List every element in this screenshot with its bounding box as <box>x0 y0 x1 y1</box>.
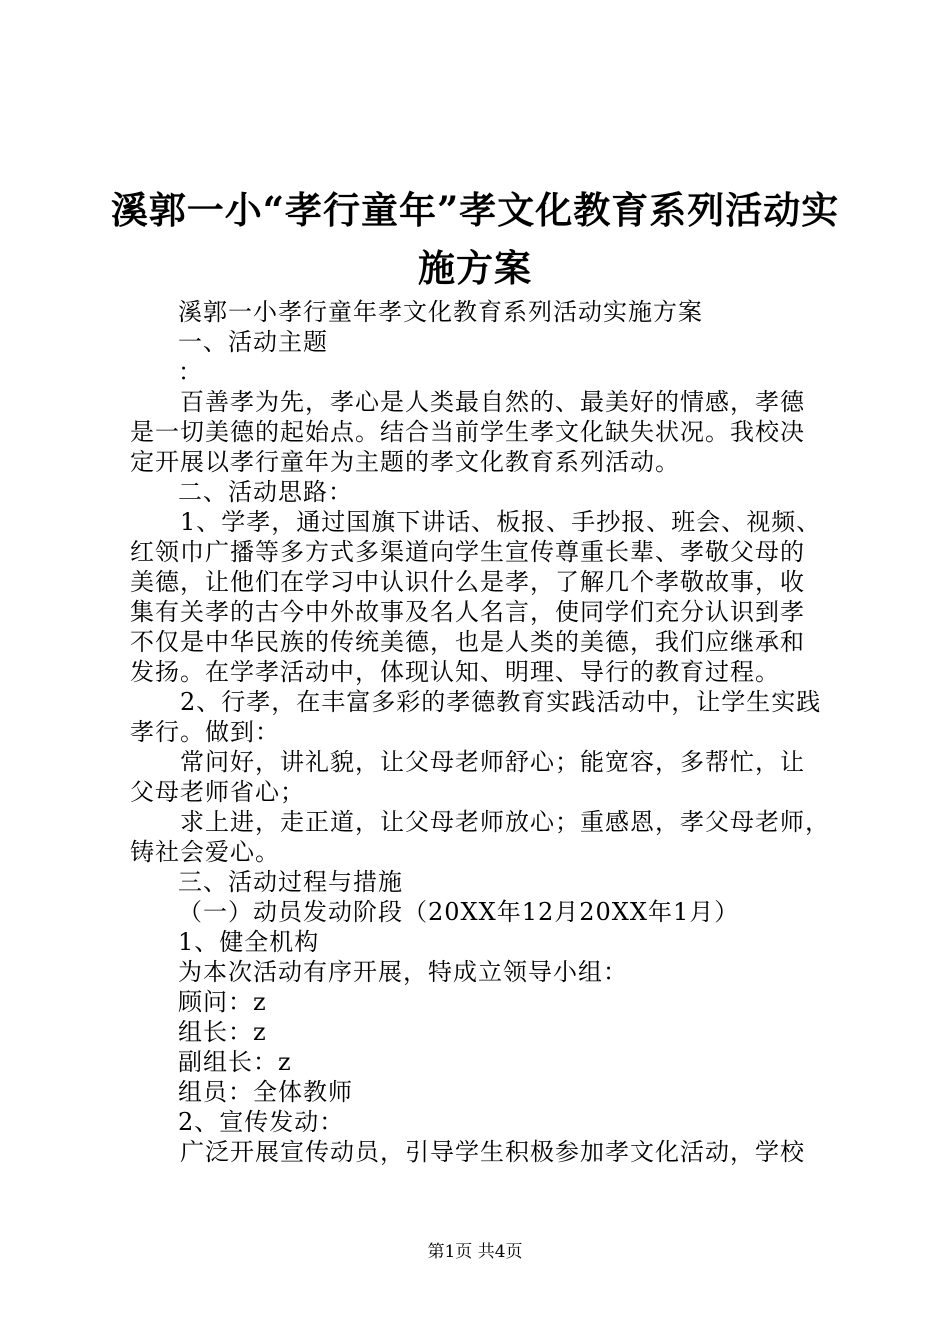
paragraph-line: 1、学孝，通过国旗下讲话、板报、手抄报、班会、视频、 <box>180 508 822 536</box>
subsection-heading: （一）动员发动阶段（20XX年12月20XX年1月） <box>178 898 740 926</box>
paragraph-line: 美德，让他们在学习中认识什么是孝，了解几个孝敬故事，收 <box>130 568 805 596</box>
item-heading: 2、宣传发动： <box>178 1108 345 1136</box>
section-heading: 一、活动主题 <box>178 328 328 356</box>
paragraph-line: 常问好，讲礼貌，让父母老师舒心；能宽容，多帮忙，让 <box>180 748 805 776</box>
paragraph-line: 组员：全体教师 <box>178 1078 353 1106</box>
paragraph-line: 红领巾广播等多方式多渠道向学生宣传尊重长辈、孝敬父母的 <box>130 538 805 566</box>
paragraph-line: 广泛开展宣传动员，引导学生积极参加孝文化活动，学校 <box>180 1138 805 1166</box>
paragraph-line: 定开展以孝行童年为主题的孝文化教育系列活动。 <box>130 448 680 476</box>
paragraph-line: 2、行孝，在丰富多彩的孝德教育实践活动中，让学生实践 <box>180 688 822 716</box>
section-heading: 二、活动思路： <box>178 478 353 506</box>
paragraph-line: 百善孝为先，孝心是人类最自然的、最美好的情感，孝德 <box>180 388 805 416</box>
document-body <box>130 297 830 1167</box>
paragraph-line: 父母老师省心； <box>130 778 305 806</box>
paragraph-line: ： <box>178 358 203 386</box>
document-title-line-2: 施方案 <box>418 246 532 290</box>
paragraph-line: 是一切美德的起始点。结合当前学生孝文化缺失状况。我校决 <box>130 418 805 446</box>
document-title-line-1: 溪郭一小“孝行童年”孝文化教育系列活动实 <box>110 188 840 232</box>
paragraph-line: 为本次活动有序开展，特成立领导小组： <box>178 958 628 986</box>
paragraph-line: 副组长：z <box>178 1048 292 1076</box>
paragraph-line: 发扬。在学孝活动中，体现认知、明理、导行的教育过程。 <box>130 658 780 686</box>
paragraph-line: 顾问：z <box>178 988 267 1016</box>
subtitle-line: 溪郭一小孝行童年孝文化教育系列活动实施方案 <box>178 298 703 326</box>
section-heading: 三、活动过程与措施 <box>178 868 403 896</box>
paragraph-line: 铸社会爱心。 <box>130 838 280 866</box>
paragraph-line: 求上进，走正道，让父母老师放心；重感恩，孝父母老师， <box>180 808 830 836</box>
paragraph-line: 集有关孝的古今中外故事及名人名言，使同学们充分认识到孝 <box>130 598 805 626</box>
item-heading: 1、健全机构 <box>178 928 320 956</box>
paragraph-line: 孝行。做到： <box>130 718 280 746</box>
paragraph-line: 不仅是中华民族的传统美德，也是人类的美德，我们应继承和 <box>130 628 805 656</box>
paragraph-line: 组长：z <box>178 1018 267 1046</box>
page-number-footer: 第1页 共4页 <box>427 1242 523 1262</box>
